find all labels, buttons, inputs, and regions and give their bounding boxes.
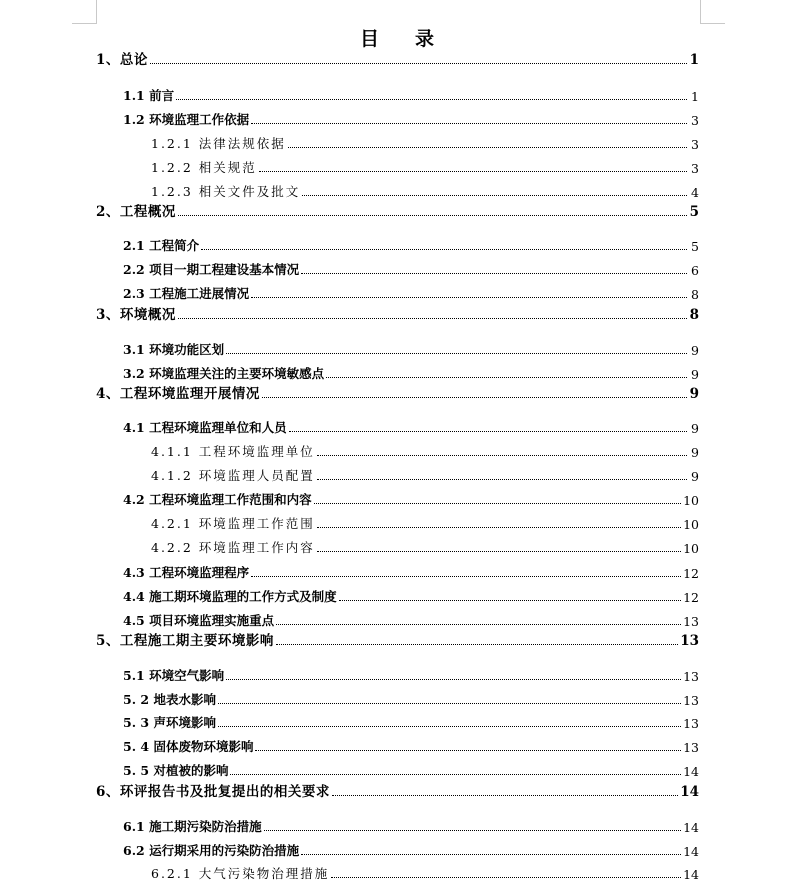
toc-entry-label: 4.5 项目环境监理实施重点	[123, 613, 275, 628]
toc-entry-page-number: 9	[691, 469, 699, 484]
toc-dot-leader	[178, 215, 687, 216]
toc-entry-level-1[interactable]	[96, 48, 699, 68]
toc-entry-level-2[interactable]	[123, 585, 699, 605]
toc-entry-page-number: 3	[691, 113, 699, 128]
toc-entry-page-number: 14	[683, 844, 699, 859]
toc-entry-level-2[interactable]	[123, 609, 699, 629]
toc-dot-leader	[218, 703, 681, 704]
toc-entry-level-3[interactable]	[151, 512, 699, 532]
toc-entry-label: 6.1 施工期污染防治措施	[123, 819, 262, 834]
toc-entry-level-3[interactable]	[151, 862, 699, 882]
toc-entry-level-2[interactable]	[123, 338, 699, 358]
toc-entry-page-number: 8	[689, 307, 699, 323]
toc-entry-page-number: 10	[683, 493, 699, 508]
toc-entry-label: 5. 5 对植被的影响	[123, 763, 229, 778]
toc-entry-page-number: 10	[683, 541, 699, 556]
toc-entry-page-number: 8	[691, 287, 699, 302]
toc-entry-label: 4、工程环境监理开展情况	[96, 386, 260, 402]
toc-entry-label: 4.4 施工期环境监理的工作方式及制度	[123, 589, 337, 604]
toc-dot-leader	[264, 830, 681, 831]
toc-entry-page-number: 6	[691, 263, 699, 278]
toc-entry-label: 3.2 环境监理关注的主要环境敏感点	[123, 366, 325, 381]
toc-dot-leader	[178, 318, 687, 319]
toc-entry-label: 5. 3 声环境影响	[123, 715, 216, 730]
toc-dot-leader	[226, 353, 687, 354]
toc-entry-label: 2.3 工程施工进展情况	[123, 286, 250, 301]
toc-dot-leader	[332, 795, 678, 796]
toc-dot-leader	[301, 854, 681, 855]
toc-entry-level-3[interactable]	[151, 440, 699, 460]
toc-entry-page-number: 14	[680, 784, 699, 800]
toc-entry-level-2[interactable]	[123, 711, 699, 731]
toc-entry-page-number: 4	[691, 185, 699, 200]
toc-dot-leader	[317, 551, 681, 552]
toc-entry-level-2[interactable]	[123, 561, 699, 581]
toc-entry-level-2[interactable]	[123, 416, 699, 436]
toc-entry-label: 6.2.1 大气污染物治理措施	[151, 866, 330, 881]
toc-entry-label: 2、工程概况	[96, 204, 176, 220]
toc-entry-label: 4.1.1 工程环境监理单位	[151, 444, 315, 459]
toc-entry-level-2[interactable]	[123, 688, 699, 708]
toc-entry-label: 1.2 环境监理工作依据	[123, 112, 250, 127]
toc-entry-level-2[interactable]	[123, 839, 699, 859]
toc-entry-label: 4.2.2 环境监理工作内容	[151, 540, 315, 555]
toc-dot-leader	[317, 455, 687, 456]
toc-dot-leader	[150, 63, 687, 64]
toc-entry-page-number: 10	[683, 517, 699, 532]
toc-entry-label: 4.1 工程环境监理单位和人员	[123, 420, 287, 435]
toc-dot-leader	[302, 195, 687, 196]
toc-entry-label: 1.2.1 法律法规依据	[151, 136, 286, 151]
toc-entry-level-2[interactable]	[123, 815, 699, 835]
toc-entry-page-number: 12	[683, 566, 699, 581]
toc-entry-page-number: 9	[691, 445, 699, 460]
toc-entry-level-2[interactable]	[123, 234, 699, 254]
title-char-2: 录	[415, 28, 437, 50]
toc-entry-page-number: 14	[683, 764, 699, 779]
toc-dot-leader	[226, 679, 681, 680]
toc-dot-leader	[339, 600, 681, 601]
toc-entry-level-1[interactable]	[96, 200, 699, 220]
toc-dot-leader	[289, 431, 687, 432]
toc-entry-page-number: 5	[691, 239, 699, 254]
toc-dot-leader	[218, 726, 681, 727]
toc-dot-leader	[276, 624, 681, 625]
toc-entry-level-1[interactable]	[96, 780, 699, 800]
toc-dot-leader	[259, 171, 687, 172]
toc-entry-page-number: 9	[691, 367, 699, 382]
toc-entry-page-number: 3	[691, 161, 699, 176]
toc-entry-level-2[interactable]	[123, 362, 699, 382]
toc-entry-page-number: 1	[689, 52, 699, 68]
toc-entry-page-number: 13	[683, 716, 699, 731]
toc-entry-label: 3、环境概况	[96, 307, 176, 323]
toc-entry-level-3[interactable]	[151, 156, 699, 176]
toc-title	[0, 24, 796, 51]
toc-entry-level-2[interactable]	[123, 735, 699, 755]
crop-mark-right-vertical	[700, 0, 701, 24]
toc-entry-level-2[interactable]	[123, 108, 699, 128]
toc-entry-label: 6、环评报告书及批复提出的相关要求	[96, 784, 330, 800]
toc-dot-leader	[251, 123, 687, 124]
toc-entry-label: 3.1 环境功能区划	[123, 342, 225, 357]
toc-entry-page-number: 14	[683, 820, 699, 835]
toc-entry-level-3[interactable]	[151, 536, 699, 556]
toc-entry-label: 4.1.2 环境监理人员配置	[151, 468, 315, 483]
toc-dot-leader	[251, 297, 687, 298]
toc-entry-page-number: 1	[691, 89, 699, 104]
toc-dot-leader	[251, 576, 681, 577]
toc-dot-leader	[262, 397, 687, 398]
toc-entry-page-number: 9	[689, 386, 699, 402]
toc-dot-leader	[326, 377, 687, 378]
toc-entry-label: 5. 2 地表水影响	[123, 692, 216, 707]
toc-dot-leader	[255, 750, 681, 751]
toc-entry-level-2[interactable]	[123, 664, 699, 684]
toc-entry-label: 2.2 项目一期工程建设基本情况	[123, 262, 300, 277]
toc-dot-leader	[317, 479, 687, 480]
toc-dot-leader	[288, 147, 687, 148]
toc-entry-label: 1.2.3 相关文件及批文	[151, 184, 301, 199]
toc-entry-label: 5. 4 固体废物环境影响	[123, 739, 254, 754]
toc-entry-page-number: 5	[689, 204, 699, 220]
toc-entry-level-2[interactable]	[123, 84, 699, 104]
toc-entry-page-number: 13	[680, 633, 699, 649]
toc-entry-page-number: 9	[691, 421, 699, 436]
toc-entry-label: 5.1 环境空气影响	[123, 668, 225, 683]
toc-dot-leader	[317, 527, 681, 528]
toc-entry-page-number: 13	[683, 740, 699, 755]
toc-entry-level-3[interactable]	[151, 180, 699, 200]
title-char-1: 目	[359, 28, 381, 50]
toc-dot-leader	[176, 99, 687, 100]
toc-entry-level-1[interactable]	[96, 629, 699, 649]
toc-entry-page-number: 13	[683, 693, 699, 708]
toc-entry-label: 4.2 工程环境监理工作范围和内容	[123, 492, 312, 507]
toc-entry-level-2[interactable]	[123, 488, 699, 508]
toc-entry-page-number: 3	[691, 137, 699, 152]
toc-entry-label: 4.3 工程环境监理程序	[123, 565, 250, 580]
toc-entry-level-3[interactable]	[151, 464, 699, 484]
toc-entry-label: 5、工程施工期主要环境影响	[96, 633, 274, 649]
toc-entry-page-number: 13	[683, 614, 699, 629]
toc-entry-label: 2.1 工程简介	[123, 238, 200, 253]
toc-dot-leader	[230, 774, 681, 775]
toc-entry-label: 4.2.1 环境监理工作范围	[151, 516, 315, 531]
toc-entry-level-2[interactable]	[123, 258, 699, 278]
toc-entry-label: 1.1 前言	[123, 88, 175, 103]
toc-entry-level-1[interactable]	[96, 382, 699, 402]
toc-entry-level-2[interactable]	[123, 282, 699, 302]
toc-entry-level-1[interactable]	[96, 303, 699, 323]
toc-entry-label: 6.2 运行期采用的污染防治措施	[123, 843, 300, 858]
toc-entry-label: 1.2.2 相关规范	[151, 160, 257, 175]
toc-dot-leader	[276, 644, 678, 645]
toc-entry-page-number: 14	[683, 867, 699, 882]
toc-entry-label: 1、总论	[96, 52, 148, 68]
toc-entry-page-number: 12	[683, 590, 699, 605]
toc-entry-page-number: 9	[691, 343, 699, 358]
crop-mark-left-vertical	[96, 0, 97, 24]
toc-entry-level-3[interactable]	[151, 132, 699, 152]
toc-entry-level-2[interactable]	[123, 759, 699, 779]
toc-dot-leader	[201, 249, 687, 250]
toc-dot-leader	[301, 273, 687, 274]
toc-dot-leader	[314, 503, 681, 504]
toc-entry-page-number: 13	[683, 669, 699, 684]
